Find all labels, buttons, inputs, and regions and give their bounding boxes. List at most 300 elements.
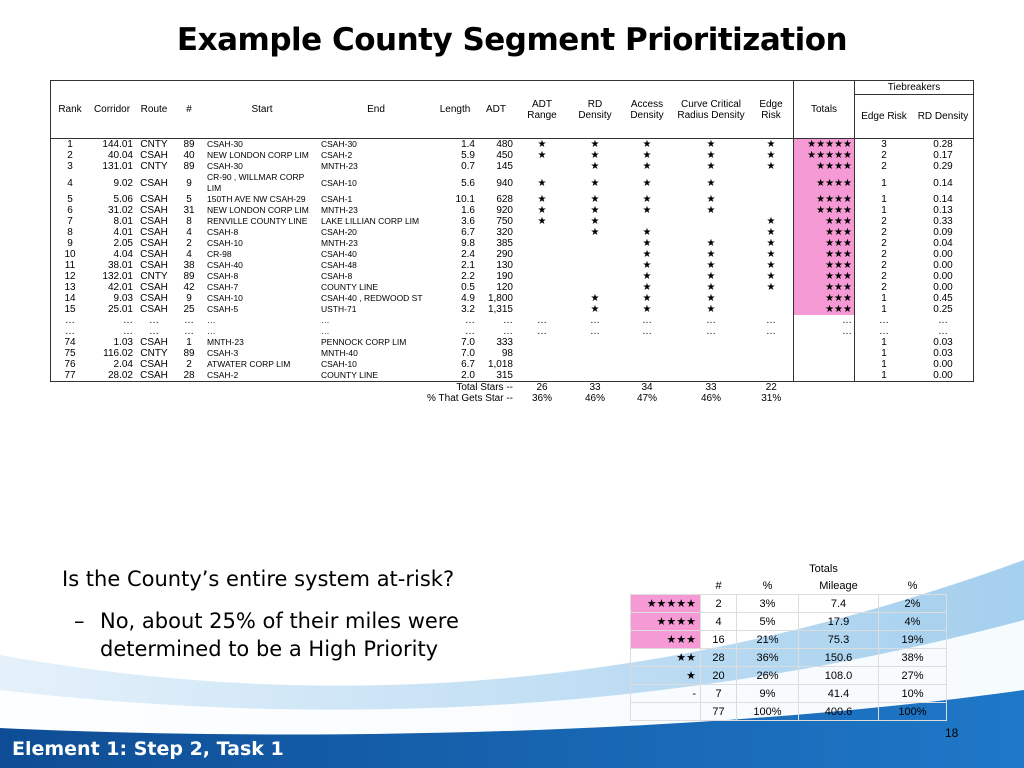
cell-tiebreak-edge-risk: 1	[881, 194, 887, 205]
cell-route-number: 5	[186, 194, 192, 205]
cell-access-density-star: ★	[642, 271, 652, 282]
table-row	[51, 304, 974, 315]
cell-rd-density-star	[569, 359, 621, 370]
cell-rank: 5	[51, 194, 90, 205]
header-edge-risk: Edge Risk	[749, 81, 794, 139]
cell-corridor: 42.01	[107, 282, 133, 293]
cell-tiebreak-rd-density: 0.00	[913, 260, 974, 271]
cell-end: CSAH-10	[321, 177, 357, 188]
cell-rank: 14	[51, 293, 90, 304]
cell-start: CSAH-10	[207, 293, 243, 303]
cell-adt-range-star: ★	[537, 177, 547, 189]
cell-start: CR-90 , WILLMAR CORP LIM	[207, 172, 305, 193]
cell-tiebreak-edge-risk: 2	[881, 282, 887, 293]
pct-value: 36%	[531, 393, 552, 404]
cell-tiebreak-rd-density: 0.00	[913, 359, 974, 370]
cell-tiebreak-rd-density: 0.09	[913, 227, 974, 238]
page-number: 18	[945, 726, 959, 740]
cell-tiebreak-edge-risk: 2	[881, 249, 887, 260]
cell-totals-stars	[794, 359, 855, 370]
cell-totals-stars: ★★★★	[794, 205, 855, 216]
cell-edge-risk-star	[749, 172, 794, 194]
cell-adt: 320	[496, 227, 513, 238]
summary-cell: 19%	[879, 631, 947, 649]
summary-stars: ★★★★★	[631, 595, 701, 613]
cell-access-density-star: ★	[642, 161, 652, 172]
header-route: Route	[140, 104, 168, 115]
cell-adt-range-star	[515, 304, 569, 315]
cell-adt: 315	[496, 370, 513, 381]
cell-route: CSAH	[140, 205, 168, 216]
cell-edge-risk-star: ★	[749, 161, 794, 172]
cell-totals-stars: ★★★	[794, 249, 855, 260]
cell-tiebreak-edge-risk: 2	[881, 260, 887, 271]
cell-access-density-star: ★	[642, 139, 652, 150]
cell-adt-range-star	[515, 293, 569, 304]
cell-adt-range-star: ★	[537, 205, 547, 216]
page-title: Example County Segment Prioritization	[176, 22, 848, 58]
summary-header: %	[907, 579, 918, 592]
header-totals: Totals	[794, 81, 855, 139]
summary-table	[630, 560, 947, 721]
header-rd-density: RD Density	[578, 98, 612, 121]
cell-rd-density-star	[569, 271, 621, 282]
cell-corridor: 4.01	[113, 227, 133, 238]
cell-tiebreak-edge-risk: 2	[881, 150, 887, 161]
cell-length: 1.6	[461, 205, 475, 216]
cell-tiebreak-rd-density: 0.00	[913, 271, 974, 282]
cell-tiebreak-rd-density: 0.29	[913, 161, 974, 172]
cell-start: RENVILLE COUNTY LINE	[207, 216, 308, 226]
bullet-sub	[74, 607, 510, 663]
cell-length: 4.9	[461, 293, 475, 304]
summary-cell: 28	[701, 649, 737, 667]
cell-route-number: 89	[183, 271, 195, 282]
cell-adt: 1,315	[487, 304, 513, 315]
cell-rd-density-star: …	[590, 326, 600, 337]
cell-route-number: 25	[183, 304, 195, 315]
cell-totals-stars: ★★★	[794, 216, 855, 227]
cell-rd-density-star: ★	[590, 161, 600, 172]
summary-cell: 10%	[879, 685, 947, 703]
cell-length: 0.7	[461, 161, 475, 172]
cell-tiebreak-edge-risk: 1	[881, 370, 887, 381]
cell-adt-range-star	[515, 227, 569, 238]
summary-header: Mileage	[819, 579, 858, 592]
cell-curve-density-star	[673, 227, 749, 238]
cell-corridor: 5.06	[113, 194, 133, 205]
cell-route: CNTY	[140, 271, 168, 282]
summary-cell: 77	[701, 703, 737, 721]
cell-rank: 77	[51, 370, 90, 382]
cell-adt-range-star	[515, 337, 569, 348]
cell-edge-risk-star	[749, 194, 794, 205]
cell-curve-density-star: ★	[706, 271, 716, 282]
cell-edge-risk-star: ★	[749, 249, 794, 260]
cell-length: 2.1	[461, 260, 475, 271]
summary-cell: 27%	[879, 667, 947, 685]
cell-rank: 12	[51, 271, 90, 282]
cell-route: CNTY	[140, 161, 168, 172]
cell-adt: 940	[496, 177, 513, 189]
cell-route: CNTY	[140, 348, 168, 359]
cell-edge-risk-star	[749, 337, 794, 348]
cell-access-density-star: ★	[642, 150, 652, 161]
cell-end: CSAH-48	[321, 260, 357, 270]
summary-cell: 26%	[737, 667, 799, 685]
cell-start: CSAH-10	[207, 238, 243, 248]
table-row	[51, 271, 974, 282]
cell-rank: …	[51, 326, 90, 337]
cell-tiebreak-rd-density: …	[913, 315, 974, 326]
summary-header: %	[762, 579, 773, 592]
summary-cell: 36%	[737, 649, 799, 667]
cell-adt: 130	[496, 260, 513, 271]
summary-cell: 16	[701, 631, 737, 649]
cell-edge-risk-star	[749, 359, 794, 370]
cell-rank: 75	[51, 348, 90, 359]
summary-row	[631, 685, 947, 703]
cell-route-number: 2	[186, 238, 192, 249]
cell-end: MNTH-23	[321, 161, 358, 171]
summary-row	[631, 613, 947, 631]
cell-adt-range-star: ★	[537, 216, 547, 227]
cell-access-density-star: ★	[642, 249, 652, 260]
total-stars-value: 26	[536, 382, 548, 393]
table-row	[51, 337, 974, 348]
cell-adt: 120	[496, 282, 513, 293]
pct-value: 31%	[761, 393, 782, 404]
cell-access-density-star	[621, 370, 673, 382]
total-stars-value: 33	[705, 382, 717, 393]
summary-row	[631, 631, 947, 649]
table-row	[51, 139, 974, 151]
summary-row	[631, 667, 947, 685]
cell-adt-range-star: ★	[537, 139, 547, 150]
header-adt: ADT	[486, 104, 506, 115]
cell-access-density-star: ★	[642, 227, 652, 238]
cell-route-number: 89	[183, 161, 195, 172]
summary-stars: ★★★	[631, 631, 701, 649]
cell-length: 3.6	[461, 216, 475, 227]
summary-cell: 400.6	[799, 703, 879, 721]
cell-totals-stars: ★★★	[794, 227, 855, 238]
cell-edge-risk-star: ★	[749, 260, 794, 271]
cell-totals-stars	[794, 348, 855, 359]
summary-row	[631, 649, 947, 667]
cell-tiebreak-rd-density: 0.00	[913, 249, 974, 260]
cell-adt-range-star	[515, 161, 569, 172]
cell-length: …	[465, 315, 475, 326]
summary-cell: 7.4	[799, 595, 879, 613]
cell-edge-risk-star: ★	[749, 139, 794, 151]
cell-start: ATWATER CORP LIM	[207, 359, 291, 369]
cell-end: CSAH-2	[321, 150, 353, 160]
cell-end: MNTH-23	[321, 205, 358, 215]
cell-corridor: 40.04	[107, 150, 133, 161]
cell-end: PENNOCK CORP LIM	[321, 337, 407, 347]
cell-route-number: 31	[183, 205, 195, 216]
header-start: Start	[251, 104, 273, 115]
bullet-list	[62, 565, 510, 663]
cell-tiebreak-rd-density: 0.14	[913, 194, 974, 205]
cell-curve-density-star	[673, 359, 749, 370]
header-access-density: Access Density	[630, 98, 664, 121]
cell-adt: 145	[496, 161, 513, 172]
summary-cell: 9%	[737, 685, 799, 703]
cell-edge-risk-star	[749, 348, 794, 359]
cell-adt-range-star	[515, 370, 569, 382]
cell-access-density-star: ★	[642, 194, 652, 205]
cell-rd-density-star: ★	[590, 177, 600, 189]
cell-rank: 74	[51, 337, 90, 348]
header-adt-range: ADT Range	[527, 98, 557, 121]
total-stars-value: 34	[641, 382, 653, 393]
cell-totals-stars: ★★★★	[794, 172, 855, 194]
cell-rank: 3	[51, 161, 90, 172]
cell-edge-risk-star	[749, 293, 794, 304]
table-row	[51, 315, 974, 326]
cell-route: CSAH	[140, 359, 168, 370]
cell-curve-density-star: ★	[706, 260, 716, 271]
cell-rank: 11	[51, 260, 90, 271]
table-row	[51, 161, 974, 172]
cell-adt: 333	[496, 337, 513, 348]
table-row	[51, 282, 974, 293]
cell-access-density-star: …	[642, 315, 652, 326]
summary-cell: 2%	[879, 595, 947, 613]
cell-adt-range-star: ★	[537, 150, 547, 161]
cell-curve-density-star: ★	[706, 205, 716, 216]
cell-rd-density-star: …	[590, 315, 600, 326]
cell-access-density-star: …	[642, 326, 652, 337]
header-end: End	[367, 104, 385, 115]
bullet-main: Is the County’s entire system at-risk?	[62, 567, 455, 591]
cell-corridor: 1.03	[113, 337, 133, 348]
cell-route-number: 1	[186, 337, 192, 348]
cell-adt-range-star	[515, 359, 569, 370]
summary-stars: -	[631, 685, 701, 703]
cell-rd-density-star: ★	[590, 205, 600, 216]
table-row	[51, 238, 974, 249]
cell-edge-risk-star	[749, 370, 794, 382]
cell-length: 7.0	[461, 337, 475, 348]
cell-tiebreak-edge-risk: 1	[881, 205, 887, 216]
summary-cell: 5%	[737, 613, 799, 631]
cell-route: …	[149, 326, 159, 337]
cell-route: CSAH	[140, 216, 168, 227]
cell-adt-range-star	[515, 249, 569, 260]
cell-length: 6.7	[461, 359, 475, 370]
cell-route: CSAH	[140, 337, 168, 348]
cell-curve-density-star: …	[706, 326, 716, 337]
cell-adt: 290	[496, 249, 513, 260]
cell-route: CSAH	[140, 227, 168, 238]
cell-edge-risk-star: ★	[749, 271, 794, 282]
cell-end: USTH-71	[321, 304, 357, 314]
cell-end: CSAH-8	[321, 271, 353, 281]
cell-length: 2.0	[461, 370, 475, 381]
cell-corridor: 8.01	[113, 216, 133, 227]
cell-curve-density-star	[673, 348, 749, 359]
cell-start: CSAH-30	[207, 161, 243, 171]
cell-rd-density-star	[569, 348, 621, 359]
cell-length: 10.1	[455, 194, 475, 205]
cell-corridor: 2.04	[113, 359, 133, 370]
cell-corridor: 9.03	[113, 293, 133, 304]
cell-end: …	[321, 315, 330, 325]
summary-cell: 75.3	[799, 631, 879, 649]
cell-rd-density-star	[569, 282, 621, 293]
cell-access-density-star: ★	[642, 177, 652, 189]
cell-edge-risk-star: ★	[749, 238, 794, 249]
cell-adt: 750	[496, 216, 513, 227]
cell-totals-stars: ★★★★	[794, 194, 855, 205]
header-corridor: Corridor	[93, 104, 131, 115]
table-row	[51, 172, 974, 194]
cell-end: LAKE LILLIAN CORP LIM	[321, 216, 420, 226]
cell-access-density-star: ★	[642, 260, 652, 271]
summary-cell: 4%	[879, 613, 947, 631]
cell-tiebreak-edge-risk: 2	[881, 216, 887, 227]
header-rank: Rank	[51, 81, 90, 139]
cell-tiebreak-rd-density: 0.25	[913, 304, 974, 315]
cell-start: CSAH-7	[207, 282, 239, 292]
table-row	[51, 260, 974, 271]
summary-cell: 38%	[879, 649, 947, 667]
cell-corridor: 31.02	[107, 205, 133, 216]
cell-corridor: 4.04	[113, 249, 133, 260]
cell-curve-density-star: ★	[706, 249, 716, 260]
cell-rd-density-star	[569, 249, 621, 260]
cell-adt: 385	[496, 238, 513, 249]
cell-end: CSAH-20	[321, 227, 357, 237]
cell-corridor: 116.02	[103, 348, 133, 359]
cell-curve-density-star	[673, 370, 749, 382]
cell-tiebreak-rd-density: 0.03	[913, 348, 974, 359]
cell-access-density-star: ★	[642, 304, 652, 315]
header-tiebreakers: Tiebreakers	[855, 81, 974, 95]
header-length: Length	[439, 104, 471, 115]
summary-cell: 100%	[879, 703, 947, 721]
cell-tiebreak-edge-risk: 1	[881, 293, 887, 304]
cell-route-number: 4	[186, 249, 192, 260]
cell-adt: 98	[501, 348, 513, 359]
cell-adt-range-star: ★	[537, 194, 547, 205]
cell-adt: 480	[496, 139, 513, 150]
total-stars-label: Total Stars --	[456, 382, 513, 393]
cell-tiebreak-edge-risk: 1	[881, 359, 887, 370]
summary-cell: 21%	[737, 631, 799, 649]
cell-access-density-star: ★	[642, 282, 652, 293]
cell-adt-range-star	[515, 238, 569, 249]
summary-cell: 3%	[737, 595, 799, 613]
cell-curve-density-star: ★	[706, 282, 716, 293]
table-row	[51, 348, 974, 359]
summary-cell: 2	[701, 595, 737, 613]
cell-route-number: 42	[183, 282, 195, 293]
cell-rd-density-star: ★	[590, 139, 600, 150]
table-row	[51, 150, 974, 161]
cell-corridor: 131.01	[102, 161, 133, 172]
cell-adt-range-star	[515, 260, 569, 271]
summary-cell: 41.4	[799, 685, 879, 703]
summary-cell: 4	[701, 613, 737, 631]
cell-rd-density-star: ★	[590, 293, 600, 304]
cell-length: 6.7	[461, 227, 475, 238]
cell-totals-stars: …	[794, 315, 855, 326]
cell-corridor: 25.01	[107, 304, 133, 315]
pct-value: 46%	[700, 393, 721, 404]
cell-length: 3.2	[461, 304, 475, 315]
cell-adt-range-star: …	[537, 326, 547, 337]
table-row	[51, 249, 974, 260]
cell-length: 9.8	[461, 238, 475, 249]
header-tb-rd-density: RD Density	[913, 95, 974, 139]
cell-start: CSAH-8	[207, 227, 239, 237]
total-stars-value: 33	[589, 382, 601, 393]
header-number: #	[186, 104, 192, 115]
cell-rd-density-star	[569, 260, 621, 271]
cell-rank: 9	[51, 238, 90, 249]
segment-table	[50, 80, 974, 404]
cell-adt: 1,800	[487, 293, 513, 304]
cell-corridor: 38.01	[107, 260, 133, 271]
cell-adt-range-star	[515, 348, 569, 359]
cell-tiebreak-rd-density: 0.33	[913, 216, 974, 227]
cell-start: …	[207, 326, 216, 336]
cell-totals-stars: ★★★	[794, 271, 855, 282]
cell-adt: 450	[496, 150, 513, 161]
cell-totals-stars: ★★★★★	[794, 139, 855, 151]
cell-curve-density-star: ★	[706, 161, 716, 172]
cell-tiebreak-rd-density: 0.13	[913, 205, 974, 216]
cell-end: CSAH-30	[321, 139, 357, 149]
cell-corridor: 28.02	[107, 370, 133, 381]
cell-rank: 6	[51, 205, 90, 216]
cell-rd-density-star: ★	[590, 304, 600, 315]
cell-start: NEW LONDON CORP LIM	[207, 205, 309, 215]
cell-route-number: 89	[183, 348, 195, 359]
cell-adt: …	[503, 326, 513, 337]
cell-edge-risk-star: ★	[749, 282, 794, 293]
cell-adt-range-star: …	[537, 315, 547, 326]
cell-tiebreak-rd-density: 0.17	[913, 150, 974, 161]
cell-end: CSAH-10	[321, 359, 357, 369]
cell-length: …	[465, 326, 475, 337]
cell-rd-density-star	[569, 337, 621, 348]
cell-adt: 920	[496, 205, 513, 216]
cell-rank: 10	[51, 249, 90, 260]
cell-totals-stars: ★★★★★	[794, 150, 855, 161]
pct-value: 46%	[584, 393, 605, 404]
cell-adt: 628	[496, 194, 513, 205]
summary-stars: ★	[631, 667, 701, 685]
cell-rd-density-star: ★	[590, 216, 600, 227]
cell-route: CSAH	[140, 249, 168, 260]
cell-corridor: 9.02	[113, 177, 133, 189]
bullet-dash: –	[74, 609, 85, 633]
cell-tiebreak-rd-density: 0.28	[913, 139, 974, 151]
cell-rank: 2	[51, 150, 90, 161]
cell-tiebreak-rd-density: 0.45	[913, 293, 974, 304]
cell-route: CSAH	[140, 304, 168, 315]
cell-start: 150TH AVE NW CSAH-29	[207, 194, 306, 204]
cell-totals-stars: ★★★	[794, 304, 855, 315]
summary-cell: 100%	[737, 703, 799, 721]
cell-route-number: …	[184, 326, 194, 337]
cell-edge-risk-star: …	[749, 315, 794, 326]
